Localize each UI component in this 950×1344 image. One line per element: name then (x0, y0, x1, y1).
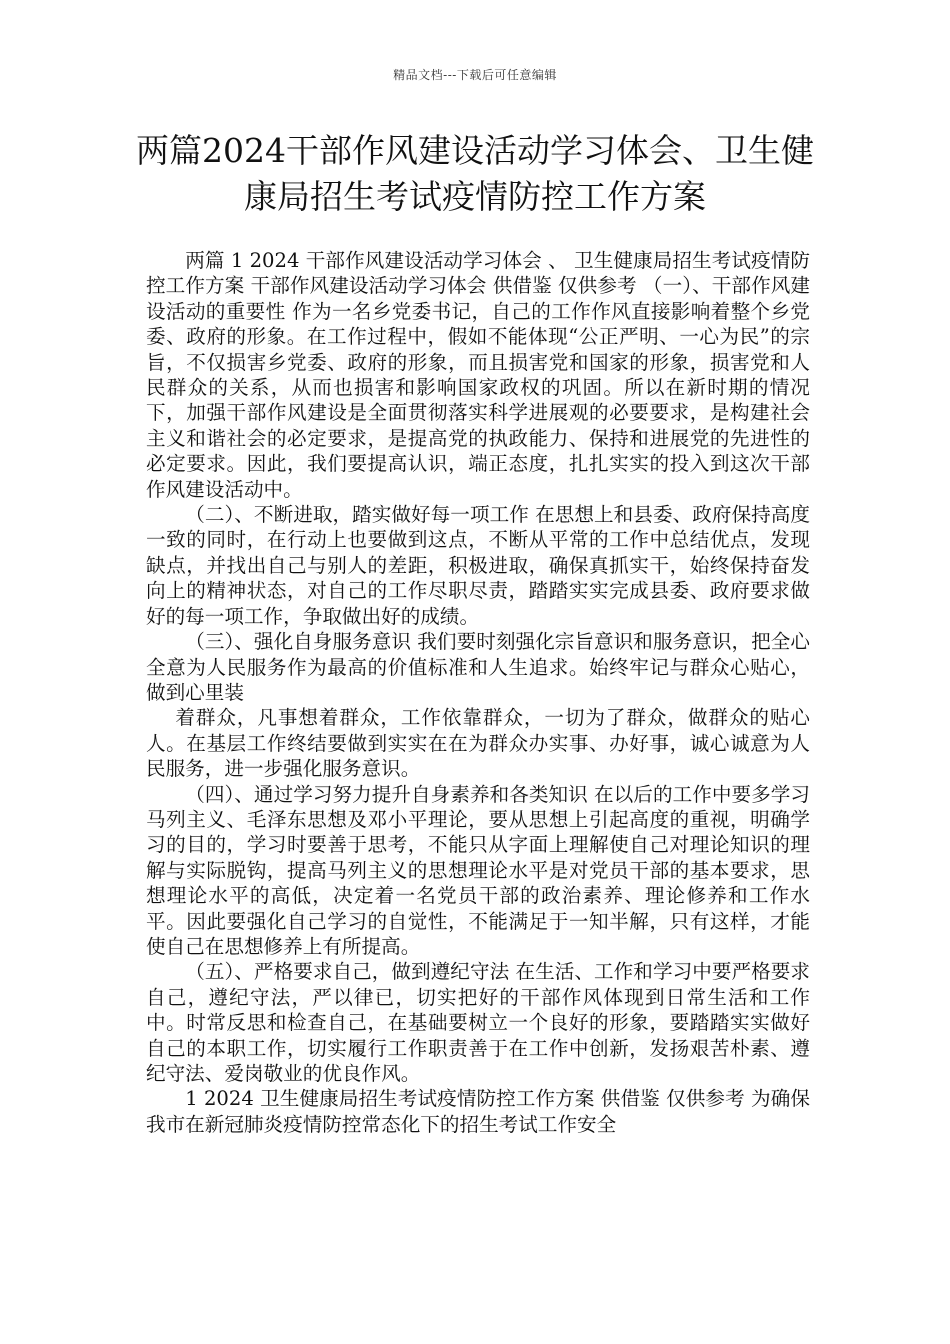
paragraph-section-2: （二）、不断进取，踏实做好每一项工作 在思想上和县委、政府保持高度一致的同时，在行动上也要做到这点，不断从平常的工作中总结优点，发现缺点，并找出自己与别人的差距，积极进取，确保真抓实干，始终保持奋发向上的精神状态，对自己的工作尽职尽责，踏踏实实完成县委、政府要求做好的每一项工作，争取做出好的成绩。 (146, 503, 810, 628)
paragraph-section-4: （四）、通过学习努力提升自身素养和各类知识 在以后的工作中要多学习马列主义、毛泽东思想及邓小平理论，要从思想上引起高度的重视，明确学习的目的，学习时要善于思考，不能只从字面上理解使自己对理论知识的理解与实际脱钩，提高马列主义的思想理论水平是对党员干部的基本要求，思想理论水平的高低，决定着一名党员干部的政治素养、理论修养和工作水平。因此要强化自己学习的自觉性，不能满足于一知半解，只有这样，才能使自己在思想修养上有所提高。 (146, 782, 810, 958)
paragraph-second-article-intro: 1 2024 卫生健康局招生考试疫情防控工作方案 供借鉴 仅供参考 为确保我市在新冠肺炎疫情防控常态化下的招生考试工作安全 (146, 1087, 810, 1136)
paragraph-intro: 两篇 1 2024 干部作风建设活动学习体会 、 卫生健康局招生考试疫情防控工作方案 干部作风建设活动学习体会 供借鉴 仅供参考 （一）、干部作风建设活动的重要性 作为一名乡党委书记，自己的工作作风直接影响着整个乡党委、政府的形象。在工作过程中，假如不能体现“公正严明、一心为民”的宗旨，不仅损害乡党委、政府的形象，而且损害党和国家的形象，损害党和人民群众的关系，从而也损害和影响国家政权的巩固。所以在新时期的情况下，加强干部作风建设是全面贯彻落实科学进展观的必要要求，是构建社会主义和谐社会的必定要求，是提高党的执政能力、保持和进展党的先进性的必定要求。因此，我们要提高认识，端正态度，扎扎实实的投入到这次干部作风建设活动中。 (146, 249, 810, 501)
document-body (146, 248, 810, 1137)
header-note: 精品文档---下载后可任意编辑 (393, 68, 557, 82)
paragraph-section-5: （五）、严格要求自己，做到遵纪守法 在生活、工作和学习中要严格要求自己，遵纪守法，严以律已，切实把好的干部作风体现到日常生活和工作中。时常反思和检查自己，在基础要树立一个良好的形象，要踏踏实实做好自己的本职工作，切实履行工作职责善于在工作中创新，发扬艰苦朴素、遵纪守法、爱岗敬业的优良作风。 (146, 960, 810, 1085)
paragraph-section-3: （三）、强化自身服务意识 我们要时刻强化宗旨意识和服务意识，把全心全意为人民服务作为最高的价值标准和人生追求。始终牢记与群众心贴心，做到心里装 (146, 630, 810, 704)
document-title: 两篇2024干部作风建设活动学习体会、卫生健康局招生考试疫情防控工作方案 (136, 131, 814, 216)
paragraph-section-3-continued: 着群众，凡事想着群众，工作依靠群众，一切为了群众，做群众的贴心人。在基层工作终结要做到实实在在为群众办实事、办好事，诚心诚意为人民服务，进一步强化服务意识。 (146, 706, 810, 781)
